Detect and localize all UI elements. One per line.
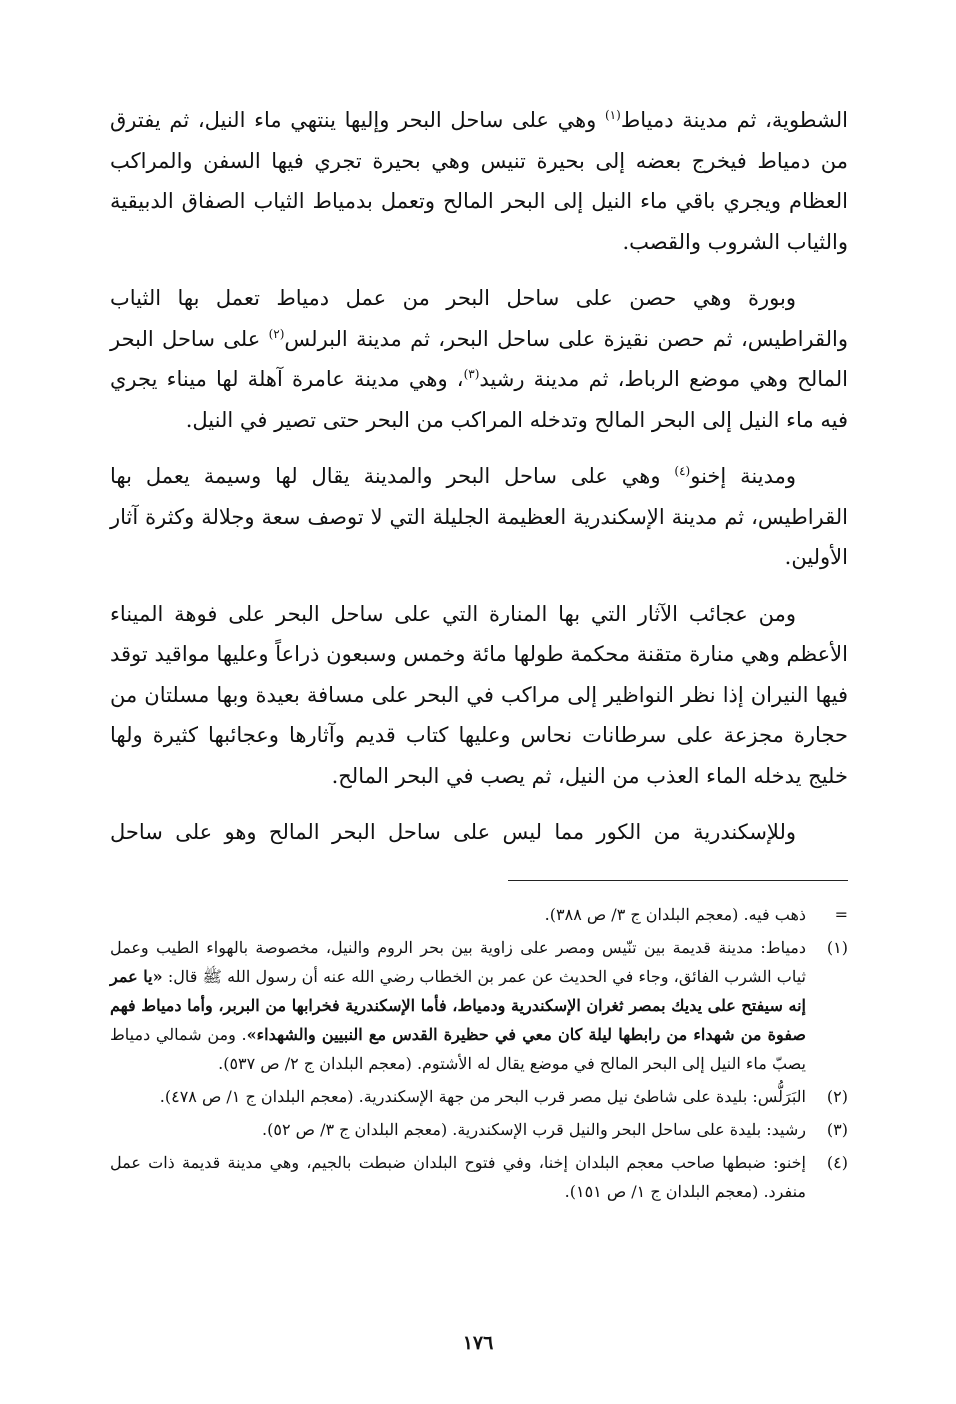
paragraph-4: ومن عجائب الآثار التي بها المنارة التي على ساحل البحر على فوهة الميناء الأعظم وهي منارة متقنة محكمة طولها مائة وخمس وسبعون ذراعاً وعليها مواقيد توقد فيها النيران إذا نظر النواظير إلى مراكب في البحر على مسافة بعيدة وبها مسلتان من حجارة مجزعة على سرطانات نحاس وعليها كتاب قديم وآثارها وعجائبها كثيرة ولها خليج يدخله الماء العذب من النيل، ثم يصب في البحر المالح.: [110, 601, 848, 788]
page-number: ١٧٦: [462, 1332, 494, 1354]
footnote-ref-3: (٣): [463, 367, 480, 381]
hadith-quote: «يا عمر إنه سيفتح على يديك بمصر ثغران الإسكندرية ودمياط، فأما الإسكندرية فخرابها من البربر، وأما دمياط فهم صفوة من شهداء من رابطها ليلة كان معي في حظيرة القدس مع النبيين والشهداء»: [110, 967, 807, 1044]
footnote-2: [110, 1082, 848, 1111]
text-span: وبورة وهي حصن على ساحل البحر من عمل دمياط تعمل بها الثياب والقراطيس، ثم حصن نقيزة على ساحل البحر، ثم مدينة البرلس: [110, 286, 848, 351]
footnote-marker: (٢): [826, 1087, 848, 1106]
footnote-marker: =: [834, 905, 848, 924]
paragraph-3: [110, 456, 848, 578]
footnote-divider: [508, 880, 848, 881]
footnotes: [110, 900, 848, 1210]
footnote-4: [110, 1148, 848, 1206]
footnote-text: إخنو: ضبطها صاحب معجم البلدان إخنا، وفي فتوح البلدان ضبطت بالجيم، وهي مدينة قديمة ذات عمل منفرد. (معجم البلدان ج ١/ ص ١٥١).: [110, 1153, 806, 1201]
paragraph-1: [110, 100, 848, 262]
footnote-continuation: [110, 900, 848, 929]
paragraph-5: وللإسكندرية من الكور مما ليس على ساحل البحر المالح وهو على ساحل: [110, 820, 796, 844]
footnote-ref-4: (٤): [674, 464, 691, 478]
footnote-3: [110, 1115, 848, 1144]
footnote-marker: (١): [826, 938, 848, 957]
text-span: ومدينة إخنو: [690, 464, 796, 488]
text-span: على ساحل البحر المالح وهي موضع الرباط، ثم مدينة رشيد: [110, 326, 848, 391]
paragraph-2: [110, 278, 848, 440]
text-span: وهي على ساحل البحر والمدينة يقال لها وسيمة يعمل بها القراطيس، ثم مدينة الإسكندرية العظيمة الجليلة التي لا توصف سعة وجلالة وكثرة آثار الأولين.: [110, 464, 848, 569]
footnote-marker: (٣): [826, 1120, 848, 1139]
text-span: ، وهي مدينة عامرة آهلة لها ميناء يجري فيه ماء النيل إلى البحر المالح وتدخله المراكب من البحر حتى تصير في النيل.: [110, 367, 848, 432]
text-span: دمياط: مدينة قديمة بين تنّيس ومصر على زاوية بين بحر الروم والنيل، مخصوصة بالهواء الطيب وعمل ثياب الشرب الفائق، وجاء في الحديث عن عمر بن الخطاب رضي الله عنه أن رسول الله ﷺ قال:: [110, 938, 807, 986]
footnote-marker: (٤): [826, 1153, 848, 1172]
footnote-ref-2: (٢): [268, 326, 285, 341]
footnote-text: البَرَلُّس: بليدة على شاطئ نيل مصر قرب البحر من جهة الإسكندرية. (معجم البلدان ج ١/ ص ٤٧٨).: [159, 1087, 806, 1106]
footnote-text: [110, 933, 806, 1078]
footnote-1: [110, 933, 848, 1078]
text-span: وهي على ساحل البحر وإليها ينتهي ماء النيل، ثم يفترق من دمياط فيخرج بعضه إلى بحيرة تنيس وهي بحيرة تجري فيها السفن والمراكب العظام ويجري باقي ماء النيل إلى البحر المالح وتعمل بدمياط الثياب الصفاق الدبيقية والثياب الشروب والقصب.: [110, 108, 848, 254]
footnote-text: رشيد: بليدة على ساحل البحر والنيل قرب الإسكندرية. (معجم البلدان ج ٣/ ص ٥٢).: [262, 1120, 806, 1139]
footnote-text: ذهب فيه. (معجم البلدان ج ٣/ ص ٣٨٨).: [544, 905, 806, 924]
text-span: الشطوية، ثم مدينة دمياط: [620, 108, 848, 132]
main-text: [110, 100, 848, 853]
footnote-ref-1: (١): [604, 108, 621, 122]
text-span: . ومن شمالي دمياط يصبّ ماء النيل إلى البحر المالح في موضع يقال له الأشتوم. (معجم البلدان ج ٢/ ص ٥٣٧).: [110, 1025, 806, 1073]
